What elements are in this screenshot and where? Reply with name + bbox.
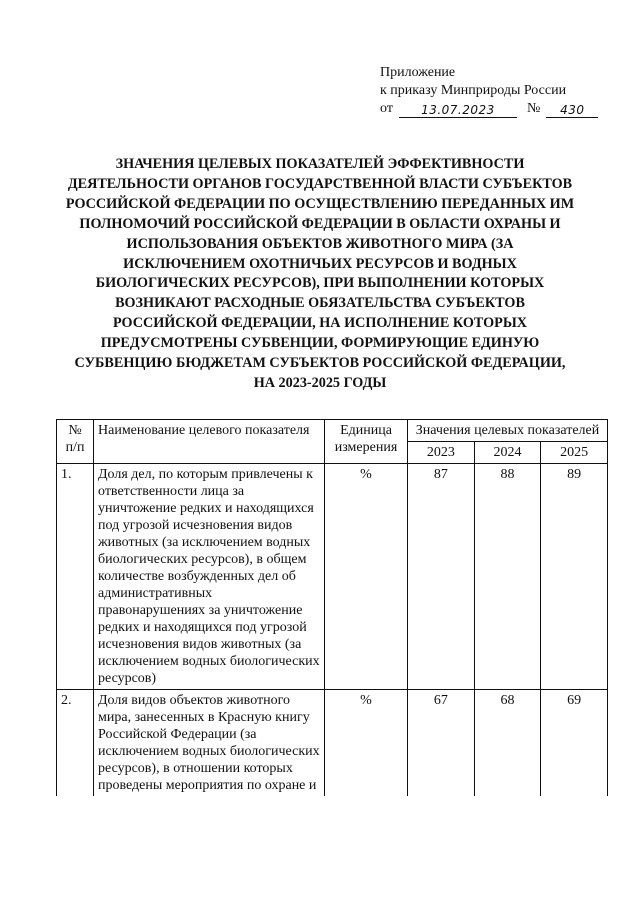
row-value-2025: 89 bbox=[541, 464, 608, 690]
title-line: РОССИЙСКОЙ ФЕДЕРАЦИИ, НА ИСПОЛНЕНИЕ КОТОРЫХ bbox=[112, 315, 528, 332]
title-line: РОССИЙСКОЙ ФЕДЕРАЦИИ ПО ОСУЩЕСТВЛЕНИЮ ПЕРЕДАННЫХ ИМ bbox=[65, 195, 575, 212]
header-num: № п/п bbox=[57, 420, 94, 464]
table-row bbox=[57, 690, 608, 797]
annex-block bbox=[380, 64, 620, 118]
indicators-table bbox=[56, 419, 608, 796]
row-num: 1. bbox=[57, 464, 94, 690]
header-year-2025: 2025 bbox=[541, 442, 608, 464]
row-value-2023: 67 bbox=[408, 690, 475, 797]
annex-date-handwritten: 13.07.2023 bbox=[399, 103, 517, 118]
annex-ot-label: от bbox=[380, 101, 393, 116]
title-line: БИОЛОГИЧЕСКИХ РЕСУРСОВ), ПРИ ВЫПОЛНЕНИИ КОТОРЫХ bbox=[95, 275, 545, 292]
table-row bbox=[57, 464, 608, 690]
row-num: 2. bbox=[57, 690, 94, 797]
annex-title: Приложение bbox=[380, 65, 456, 80]
header-values: Значения целевых показателей bbox=[408, 420, 608, 442]
title-line: ЗНАЧЕНИЯ ЦЕЛЕВЫХ ПОКАЗАТЕЛЕЙ ЭФФЕКТИВНОСТИ bbox=[115, 156, 525, 172]
header-name: Наименование целевого показателя bbox=[94, 420, 325, 464]
row-unit: % bbox=[325, 690, 408, 797]
title-line: ПРЕДУСМОТРЕНЫ СУБВЕНЦИИ, ФОРМИРУЮЩИЕ ЕДИНУЮ bbox=[100, 335, 540, 352]
title-line: ИСКЛЮЧЕНИЕМ ОХОТНИЧЬИХ РЕСУРСОВ И ВОДНЫХ bbox=[123, 255, 517, 272]
row-name: Доля видов объектов животного мира, занесенных в Красную книгу Российской Федерации (за исключением водных биологических ресурсов), в отношении которых проведены мероприятия по охране и bbox=[94, 690, 325, 797]
title-line: ПОЛНОМОЧИЙ РОССИЙСКОЙ ФЕДЕРАЦИИ В ОБЛАСТИ ОХРАНЫ И bbox=[79, 215, 561, 232]
row-unit: % bbox=[325, 464, 408, 690]
title-line: СУБВЕНЦИЮ БЮДЖЕТАМ СУБЪЕКТОВ РОССИЙСКОЙ ФЕДЕРАЦИИ, bbox=[74, 355, 566, 372]
header-year-2024: 2024 bbox=[474, 442, 541, 464]
header-year-2023: 2023 bbox=[408, 442, 475, 464]
annex-order-ref: к приказу Минприроды России bbox=[380, 83, 567, 98]
row-name: Доля дел, по которым привлечены к ответственности лица за уничтожение редких и находящихся под угрозой исчезновения видов животных (за исключением водных биологических ресурсов), в общем количестве возбужденных дел об административных правонарушениях за уничтожение редких и находящихся под угрозой исчезновения видов животных (за исключением водных биологических ресурсов) bbox=[94, 464, 325, 690]
table-header-row bbox=[57, 420, 608, 442]
title-line: ИСПОЛЬЗОВАНИЯ ОБЪЕКТОВ ЖИВОТНОГО МИРА (ЗА bbox=[126, 235, 514, 252]
header-unit: Единица измерения bbox=[325, 420, 408, 464]
annex-date-number-row bbox=[380, 100, 620, 118]
annex-number-handwritten: 430 bbox=[546, 103, 598, 118]
row-value-2025: 69 bbox=[541, 690, 608, 797]
title-line: ВОЗНИКАЮТ РАСХОДНЫЕ ОБЯЗАТЕЛЬСТВА СУБЪЕКТОВ bbox=[115, 295, 525, 312]
title-line: НА 2023-2025 ГОДЫ bbox=[253, 374, 387, 391]
row-value-2024: 68 bbox=[474, 690, 541, 797]
document-title bbox=[40, 155, 600, 394]
title-line: ДЕЯТЕЛЬНОСТИ ОРГАНОВ ГОСУДАРСТВЕННОЙ ВЛАСТИ СУБЪЕКТОВ bbox=[67, 175, 573, 192]
annex-number-label: № bbox=[526, 101, 541, 116]
row-value-2023: 87 bbox=[408, 464, 475, 690]
row-value-2024: 88 bbox=[474, 464, 541, 690]
